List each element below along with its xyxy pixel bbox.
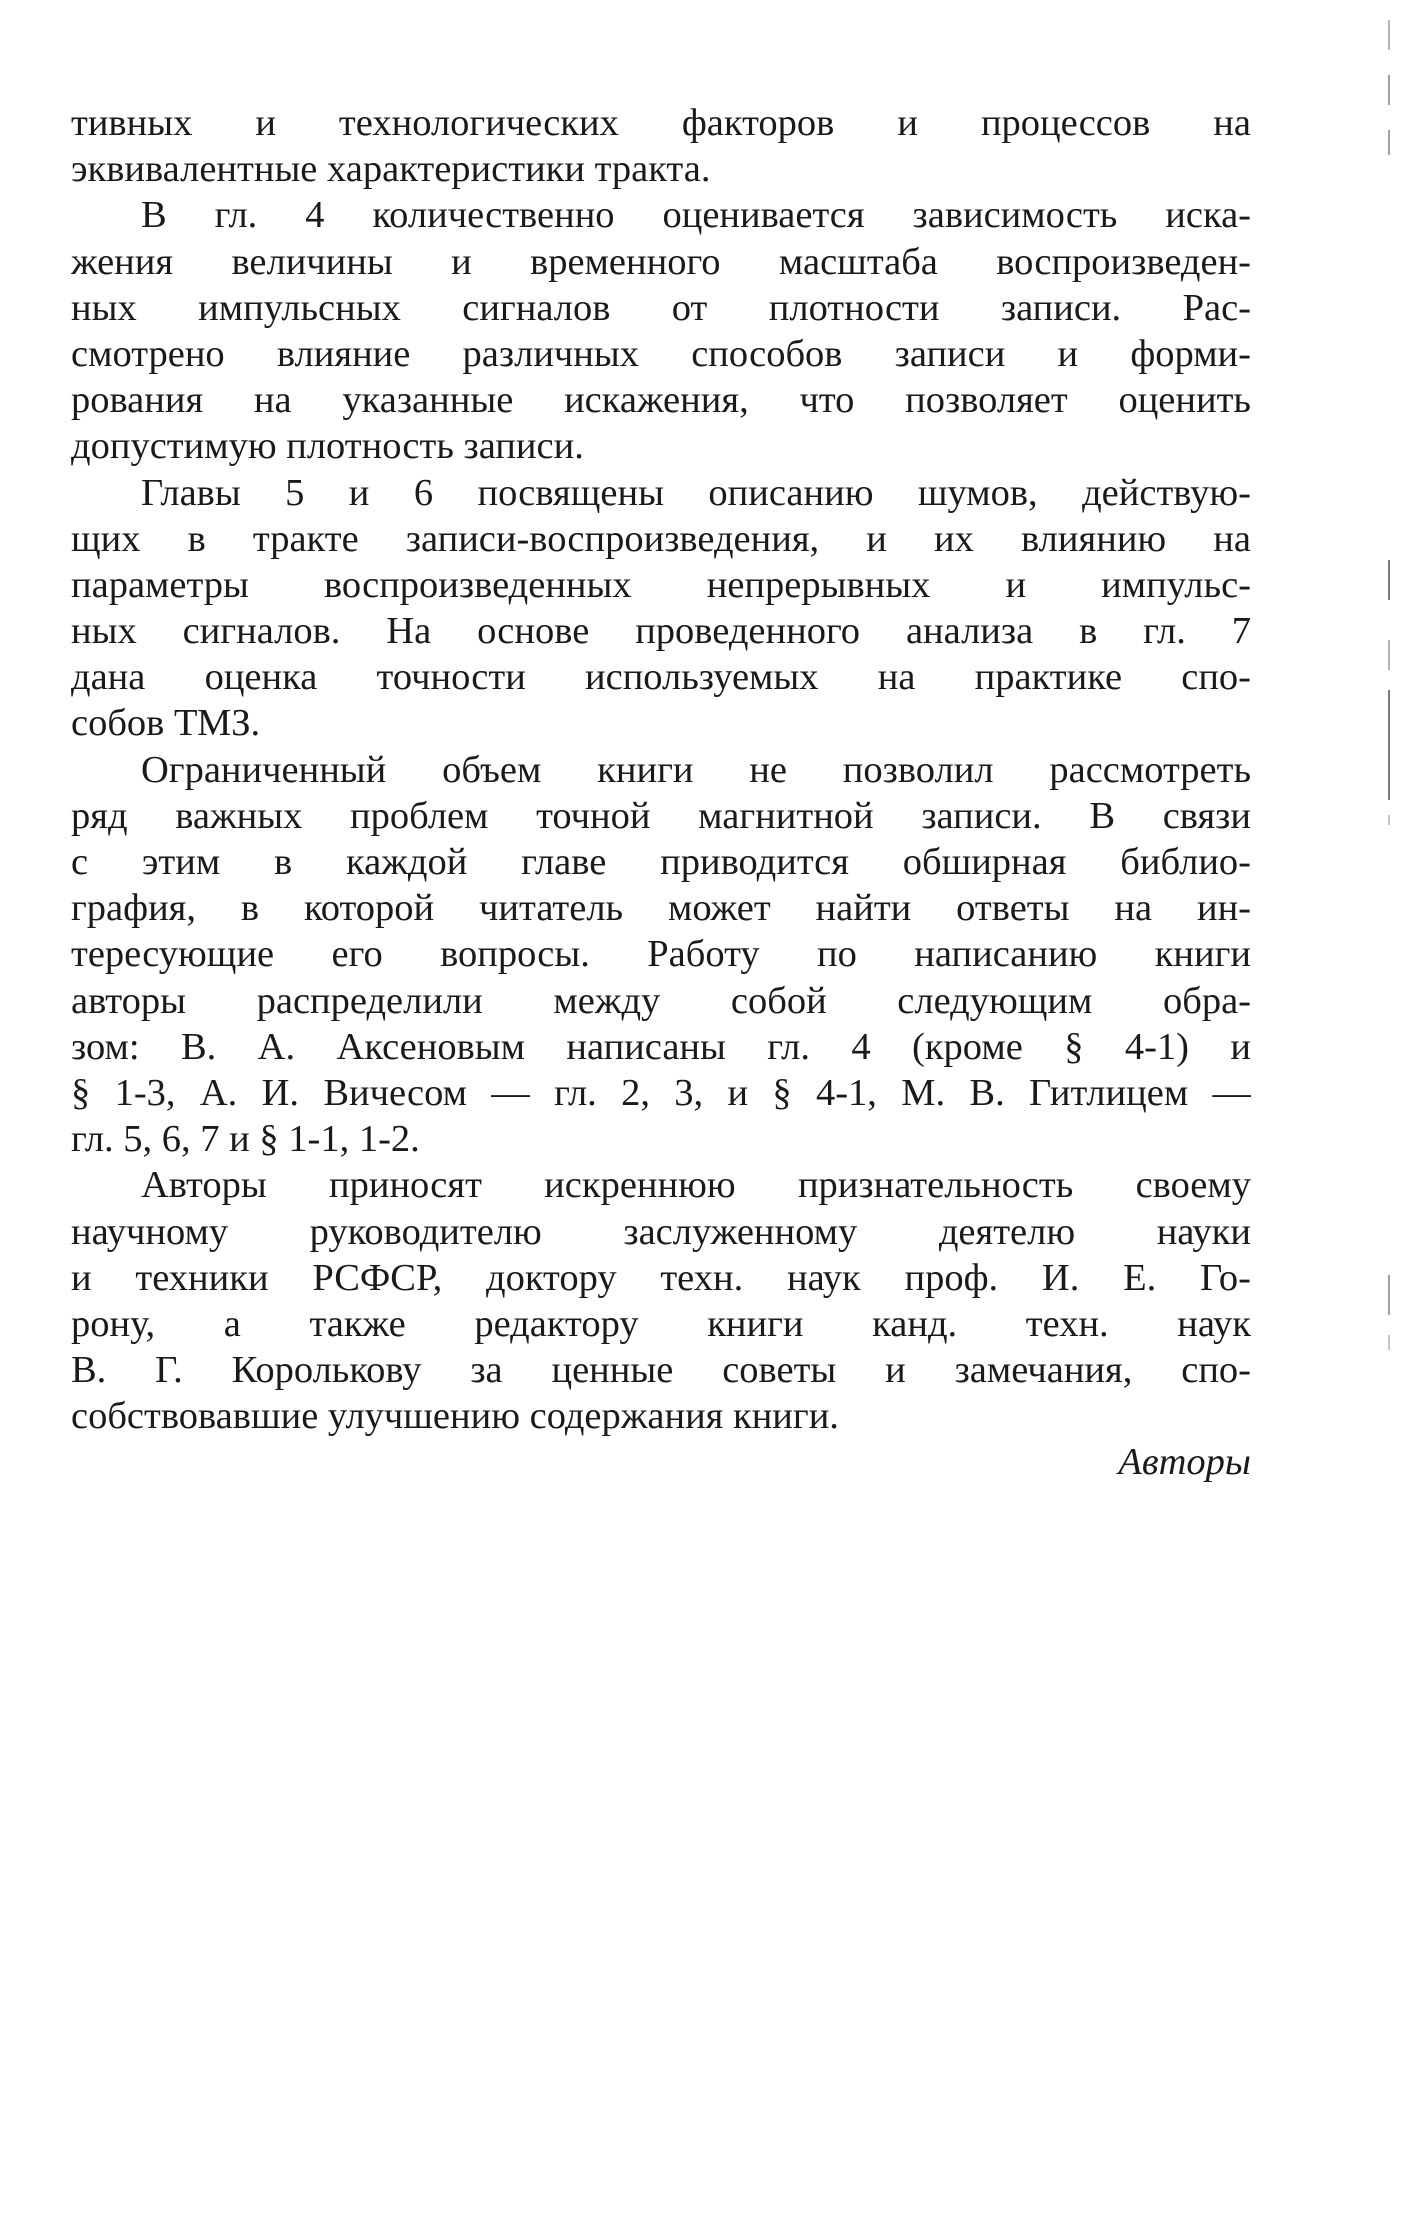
text-line: тивных и технологических факторов и процессов на [71,102,1251,144]
text-line: рону, а также редактору книги канд. техн. наук [71,1302,1251,1345]
text-line: Главы 5 и 6 посвящены описанию шумов, действую- [141,471,1251,514]
document-page [71,100,1251,1486]
text-line: авторы распределили между собой следующим обра- [71,979,1251,1022]
text-line: эквивалентные характеристики тракта. [71,148,711,191]
text-line: научному руководителю заслуженному деятелю науки [71,1210,1251,1253]
paragraph-5 [71,1162,1251,1439]
text-line: дана оценка точности используемых на практике спо- [71,656,1251,699]
text-line: зом: В. А. Аксеновым написаны гл. 4 (кроме § 4-1) и [71,1025,1251,1068]
text-line: ных импульсных сигналов от плотности записи. Рас- [71,286,1251,329]
text-line: параметры воспроизведенных непрерывных и импульс- [71,563,1251,606]
scan-mark [1388,1275,1390,1315]
scan-mark [1388,20,1390,50]
text-line: ряд важных проблем точной магнитной записи. В связи [71,794,1251,837]
text-line: Ограниченный объем книги не позволил рассмотреть [141,748,1251,791]
text-line: допустимую плотность записи. [71,425,584,468]
text-line: § 1-3, А. И. Вичесом — гл. 2, 3, и § 4-1, М. В. Гитлицем — [71,1071,1251,1114]
text-line: В гл. 4 количественно оценивается зависимость иска- [141,194,1251,237]
text-line: ных сигналов. На основе проведенного анализа в гл. 7 [71,610,1251,653]
paragraph-2 [71,192,1251,469]
text-line: гл. 5, 6, 7 и § 1-1, 1-2. [71,1118,420,1161]
scan-mark [1388,690,1390,800]
scan-mark [1388,75,1390,105]
text-line: жения величины и временного масштаба воспроизведен- [71,240,1251,283]
text-line: В. Г. Королькову за ценные советы и замечания, спо- [71,1349,1251,1392]
scan-mark [1388,130,1390,155]
scan-margin-marks [1380,0,1400,2227]
text-line: Авторы приносят искреннюю признательность своему [141,1164,1251,1207]
text-line: собствовавшие улучшению содержания книги. [71,1395,839,1438]
text-line: смотрено влияние различных способов записи и форми- [71,332,1251,375]
text-line: собов ТМЗ. [71,702,261,745]
text-line: и техники РСФСР, доктору техн. наук проф. И. Е. Го- [71,1256,1251,1299]
scan-mark [1388,815,1390,825]
signature: Авторы [1118,1441,1251,1484]
text-line: рования на указанные искажения, что позволяет оценить [71,379,1251,422]
paragraph-3 [71,470,1251,747]
text-line: щих в тракте записи-воспроизведения, и их влиянию на [71,517,1251,560]
text-line: графия, в которой читатель может найти ответы на ин- [71,887,1251,930]
scan-mark [1388,560,1390,600]
scan-mark [1388,1335,1390,1350]
text-line: тересующие его вопросы. Работу по написанию книги [71,933,1251,976]
paragraph-4 [71,747,1251,1163]
scan-mark [1388,640,1390,670]
text-line: с этим в каждой главе приводится обширная библио- [71,841,1251,883]
paragraph-1 [71,100,1251,192]
